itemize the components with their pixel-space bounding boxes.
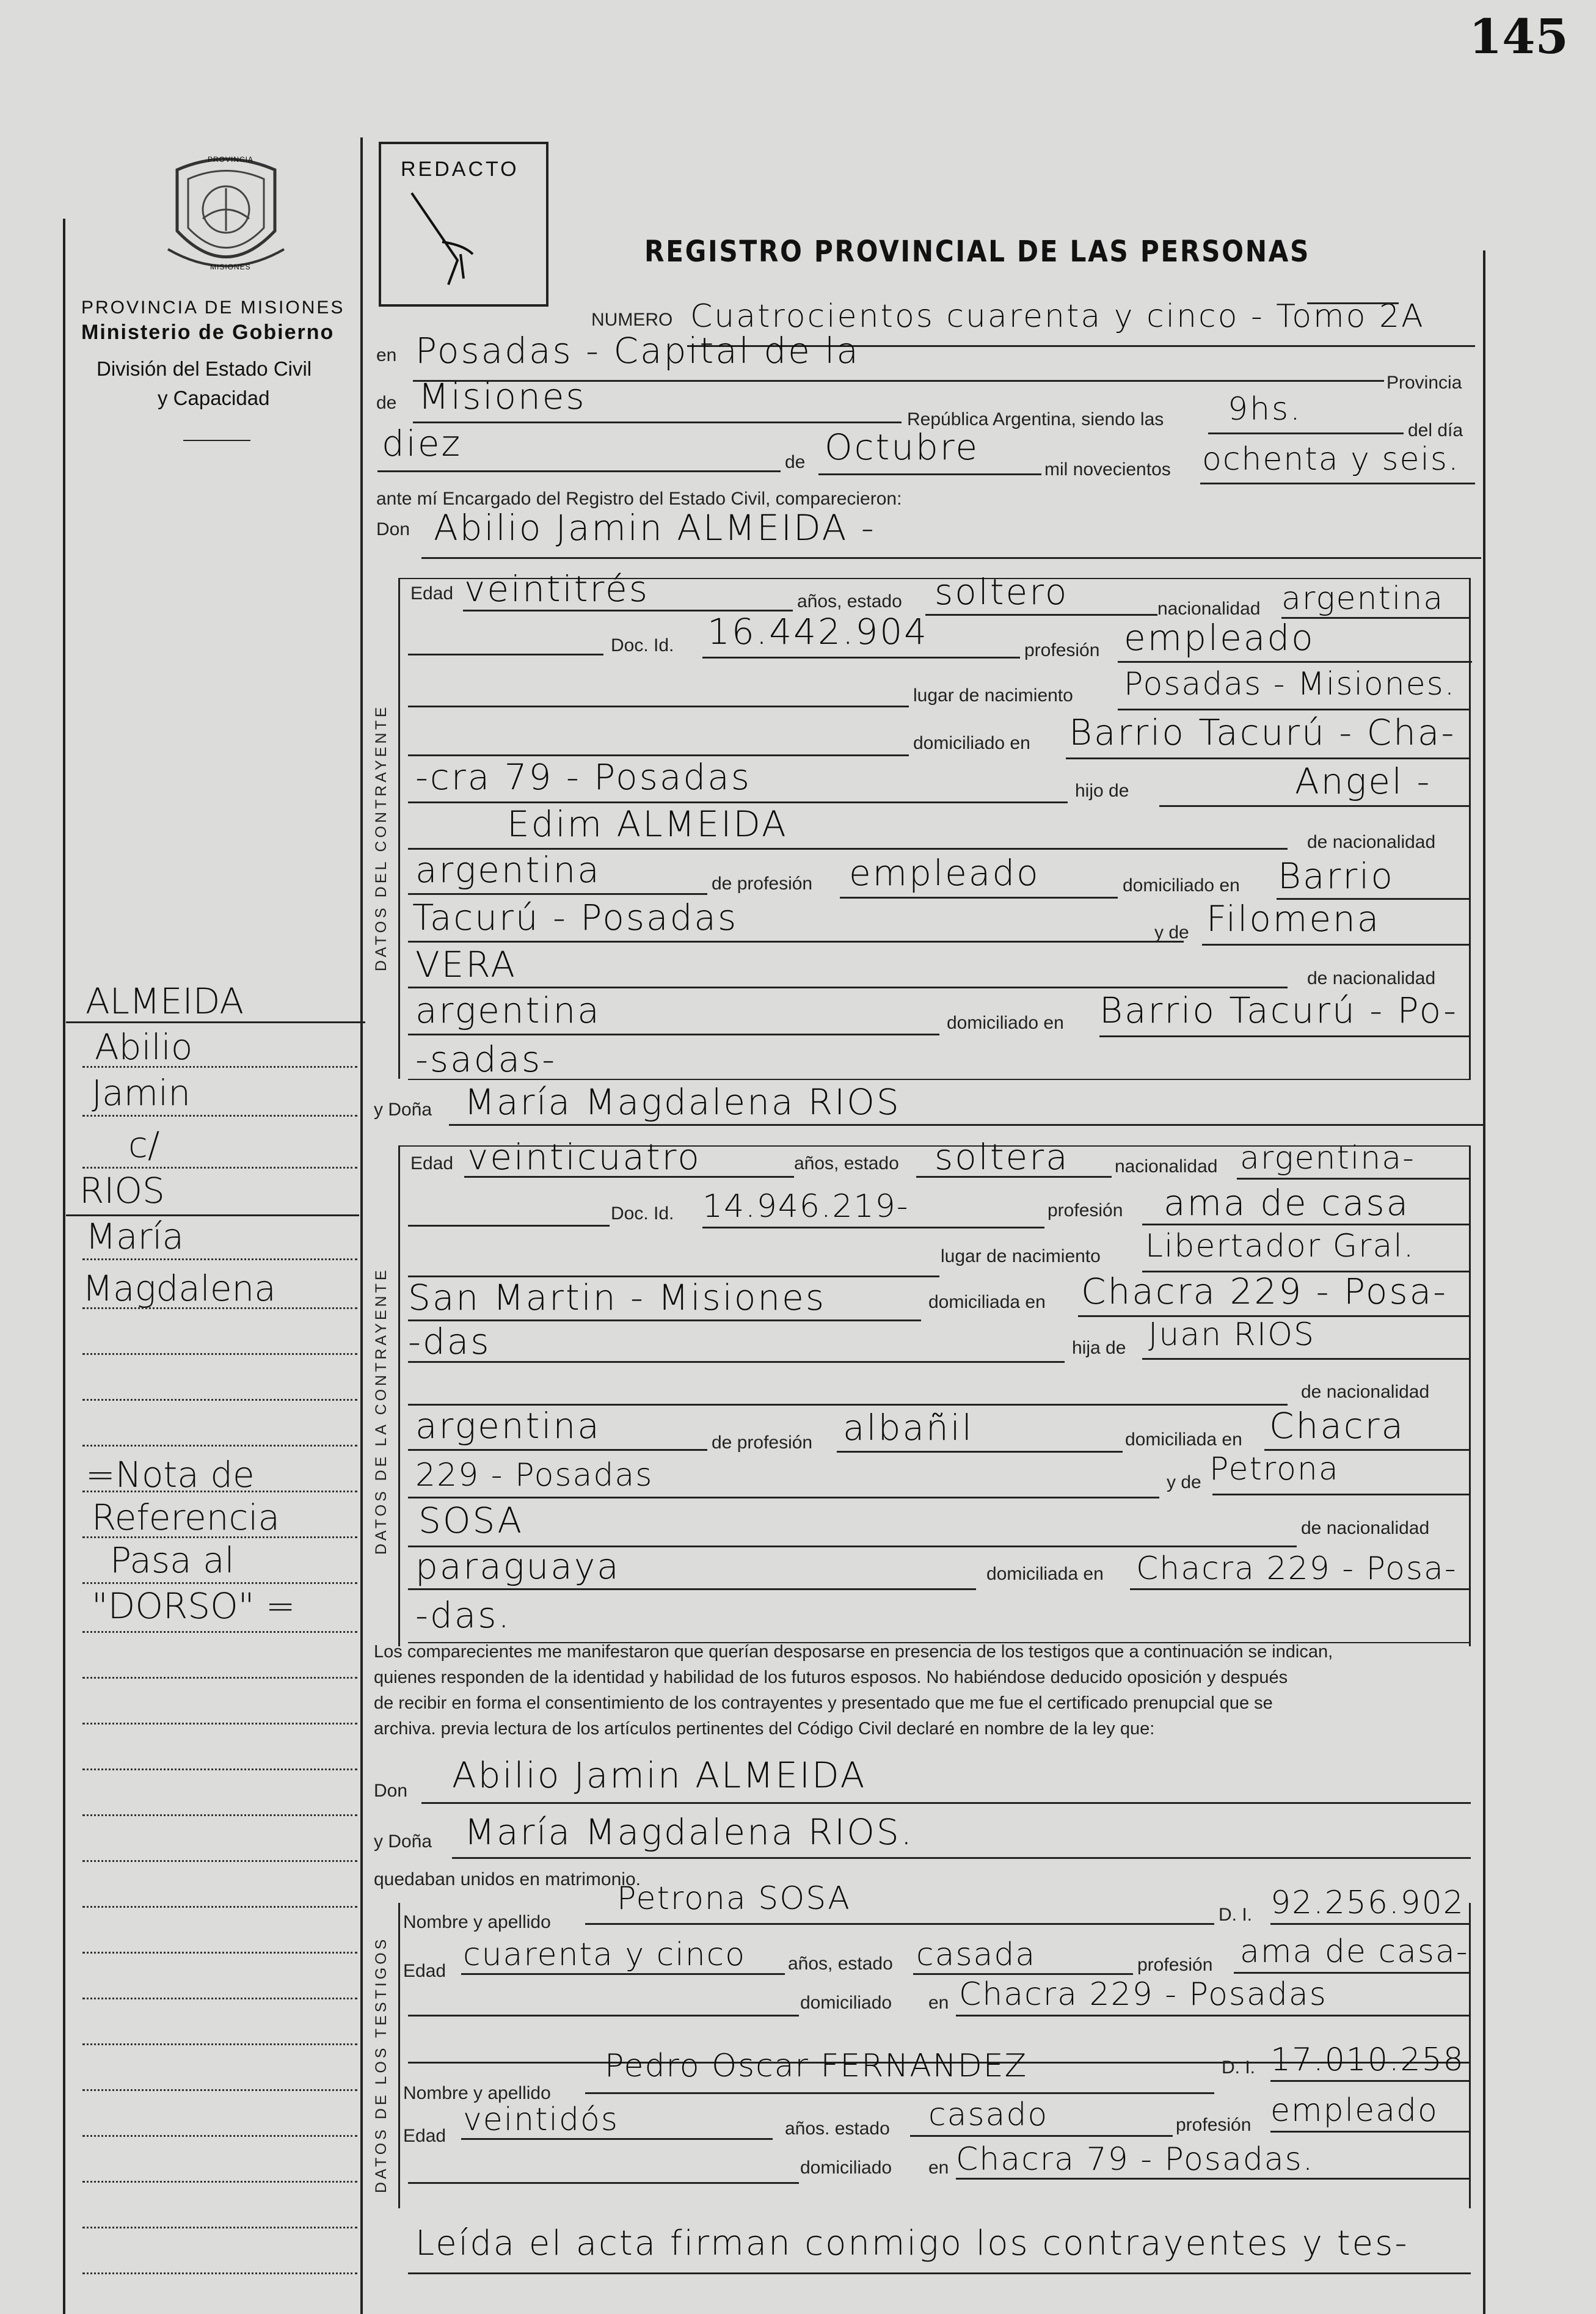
groom-madre-value1: Filomena bbox=[1206, 898, 1381, 940]
divider bbox=[183, 440, 250, 441]
groom-nacionalidad-value: argentina bbox=[1281, 580, 1445, 617]
don-value: Abilio Jamin ALMEIDA - bbox=[434, 507, 876, 549]
bride-box-right bbox=[1469, 1145, 1471, 1646]
bride-domicilio-value2: -das bbox=[408, 1321, 491, 1362]
w2-edad-label: Edad bbox=[403, 2126, 446, 2146]
dona-value: María Magdalena RIOS bbox=[464, 1081, 901, 1123]
groom-madre-nac-value: argentina bbox=[415, 990, 601, 1031]
division-line2: y Capacidad bbox=[158, 387, 270, 409]
bride-lugar-label: lugar de nacimiento bbox=[941, 1246, 1101, 1266]
groom-profesion-value: empleado bbox=[1124, 617, 1315, 659]
groom-domicilio-value2: -cra 79 - Posadas bbox=[415, 756, 751, 798]
groom-lugar-value: Posadas - Misiones. bbox=[1124, 666, 1456, 703]
bride-doc-value: 14.946.219- bbox=[702, 1188, 909, 1225]
groom-madre-nac-label: de nacionalidad bbox=[1307, 968, 1436, 988]
w1-profesion-label: profesión bbox=[1137, 1955, 1213, 1975]
w2-profesion-value: empleado bbox=[1270, 2092, 1438, 2129]
bride-madre-nac-value: paraguaya bbox=[415, 1546, 621, 1587]
bride-lugar-value2: San Martin - Misiones bbox=[408, 1277, 826, 1318]
groom-padre-value1: Angel - bbox=[1295, 761, 1432, 802]
seal-top-text: PROVINCIA bbox=[208, 155, 254, 164]
witness-section-label: DATOS DE LOS TESTIGOS bbox=[373, 1936, 390, 2193]
w2-anos-estado-label: años. estado bbox=[785, 2119, 890, 2139]
groom-doc-label: Doc. Id. bbox=[611, 635, 674, 655]
left-frame-line bbox=[63, 219, 65, 2314]
margin-note1: =Nota de bbox=[86, 1454, 255, 1495]
checkmark-icon bbox=[406, 187, 509, 291]
bride-hija-label: hija de bbox=[1072, 1338, 1126, 1358]
groom-padre-prof-label: de profesión bbox=[712, 874, 813, 894]
margin-note2: Referencia bbox=[92, 1497, 280, 1538]
en-label: en bbox=[376, 345, 397, 365]
seal-icon bbox=[165, 151, 287, 281]
groom-padre-dom-value2: Tacurú - Posadas bbox=[412, 897, 738, 938]
groom-hijo-label: hijo de bbox=[1075, 781, 1129, 801]
bride-padre-dom-value1: Chacra bbox=[1269, 1405, 1405, 1447]
groom-padre-prof-value: empleado bbox=[849, 852, 1040, 894]
bride-padre-dom-value2: 229 - Posadas bbox=[415, 1457, 654, 1494]
bride-nacionalidad-value: argentina- bbox=[1240, 1140, 1415, 1177]
anio-value: ochenta y seis. bbox=[1202, 441, 1460, 478]
groom-profesion-label: profesión bbox=[1024, 640, 1100, 660]
bride-domicilio-label: domiciliada en bbox=[928, 1292, 1046, 1312]
quedaban-label: quedaban unidos en matrimonio. bbox=[374, 1869, 641, 1889]
witness-box-left bbox=[398, 1903, 400, 2208]
margin-line7: Magdalena bbox=[82, 1268, 276, 1309]
w2-di-value: 17.010.258 bbox=[1270, 2042, 1465, 2078]
mes-value: Octubre bbox=[825, 426, 980, 468]
bride-madre-nac-label: de nacionalidad bbox=[1301, 1518, 1430, 1538]
bride-profesion-label: profesión bbox=[1048, 1200, 1123, 1221]
w1-di-label: D. I. bbox=[1219, 1905, 1253, 1925]
groom-doc-value: 16.442.904 bbox=[707, 611, 929, 652]
w1-profesion-value: ama de casa- bbox=[1240, 1933, 1469, 1970]
en-value: Posadas - Capital de la bbox=[415, 330, 860, 371]
mil-label: mil novecientos bbox=[1044, 459, 1171, 480]
page-title: REGISTRO PROVINCIAL DE LAS PERSONAS bbox=[644, 235, 1311, 269]
margin-line5: RIOS bbox=[79, 1170, 165, 1211]
margin-line1: ALMEIDA bbox=[86, 980, 244, 1022]
w1-nombre-label: Nombre y apellido bbox=[403, 1912, 551, 1932]
bride-anos-estado-label: años, estado bbox=[794, 1153, 899, 1173]
bride-madre-value1: Petrona bbox=[1209, 1451, 1339, 1487]
province-seal bbox=[165, 151, 287, 281]
dona-label: y Doña bbox=[374, 1100, 432, 1120]
redacto-stamp bbox=[379, 142, 548, 307]
paragraph-line1: Los comparecientes me manifestaron que querían desposarse en presencia de los testigos que a continuación se indican, bbox=[374, 1642, 1333, 1662]
division-line1: División del Estado Civil bbox=[97, 357, 312, 380]
bride-nacionalidad-label: nacionalidad bbox=[1115, 1156, 1218, 1177]
page-number: 145 bbox=[1469, 9, 1569, 65]
hora-value: 9hs. bbox=[1228, 391, 1302, 428]
groom-padre-nac-label: de nacionalidad bbox=[1307, 832, 1436, 852]
groom-padre-value2: Edim ALMEIDA bbox=[507, 803, 788, 845]
groom-padre-nac-value: argentina bbox=[415, 849, 601, 891]
w2-di-label: D. I. bbox=[1222, 2057, 1256, 2078]
bride-padre-nac-label: de nacionalidad bbox=[1301, 1382, 1430, 1402]
w1-domiciliado-label: domiciliado bbox=[800, 1993, 892, 2013]
margin-line3: Jamin bbox=[92, 1072, 191, 1114]
w1-nombre-value: Petrona SOSA bbox=[617, 1880, 851, 1917]
bride-padre-nac-value: argentina bbox=[415, 1405, 601, 1447]
right-frame-line bbox=[1483, 250, 1485, 2314]
w2-nombre-label: Nombre y apellido bbox=[403, 2083, 551, 2103]
w1-di-value: 92.256.902 bbox=[1270, 1885, 1465, 1921]
w2-profesion-label: profesión bbox=[1176, 2115, 1252, 2135]
groom-madre-value2: VERA bbox=[415, 944, 517, 985]
groom-madre-dom-value1: Barrio Tacurú - Po- bbox=[1099, 990, 1459, 1031]
bride-padre-prof-value: albañil bbox=[843, 1407, 974, 1448]
groom-section-label: DATOS DEL CONTRAYENTE bbox=[373, 704, 390, 971]
w1-domicilio-value: Chacra 229 - Posadas bbox=[959, 1976, 1327, 2013]
groom-domicilio-label: domiciliado en bbox=[913, 733, 1030, 753]
ministry-label: Ministerio de Gobierno bbox=[81, 321, 335, 344]
w2-edad-value: veintidós bbox=[463, 2101, 619, 2138]
w2-en-label: en bbox=[928, 2158, 949, 2178]
de-label: de bbox=[376, 393, 397, 413]
margin-line4: c/ bbox=[128, 1124, 160, 1166]
bride-madre-dom-value2: -das. bbox=[415, 1594, 511, 1636]
groom-anos-estado-label: años, estado bbox=[797, 591, 902, 611]
bride-profesion-value: ama de casa bbox=[1164, 1182, 1410, 1224]
don-label: Don bbox=[376, 519, 410, 539]
province-label: PROVINCIA DE MISIONES bbox=[81, 297, 345, 318]
bride-padre-dom-label: domiciliada en bbox=[1125, 1429, 1242, 1450]
closing-text: Leída el acta firman conmigo los contrayentes y tes- bbox=[415, 2224, 1409, 2263]
w2-estado-value: casado bbox=[928, 2097, 1049, 2133]
groom-nacionalidad-label: nacionalidad bbox=[1157, 599, 1261, 619]
de-value: Misiones bbox=[418, 376, 586, 417]
de-mes-label: de bbox=[785, 452, 806, 472]
w1-edad-value: cuarenta y cinco bbox=[463, 1936, 746, 1973]
bride-domicilio-value1: Chacra 229 - Posa- bbox=[1081, 1271, 1448, 1312]
margin-line6: María bbox=[86, 1216, 184, 1257]
w1-en-label: en bbox=[928, 1993, 949, 2013]
groom-madre-dom-value2: -sadas- bbox=[415, 1038, 557, 1080]
dona2-label: y Doña bbox=[374, 1831, 432, 1852]
republica-label: República Argentina, siendo las bbox=[907, 409, 1164, 429]
groom-y-de-label: y de bbox=[1154, 922, 1189, 943]
seal-bottom-text: MISIONES bbox=[210, 263, 251, 271]
provincia-label: Provincia bbox=[1386, 373, 1462, 393]
dona2-value: María Magdalena RIOS. bbox=[464, 1811, 914, 1853]
dia-value: diez bbox=[382, 423, 462, 464]
don2-value: Abilio Jamin ALMEIDA bbox=[452, 1754, 867, 1796]
witness-box-right bbox=[1469, 1903, 1471, 2208]
margin-note3: Pasa al bbox=[110, 1539, 235, 1581]
w1-edad-label: Edad bbox=[403, 1961, 446, 1981]
bride-padre-prof-label: de profesión bbox=[712, 1433, 813, 1453]
paragraph-line3: de recibir en forma el consentimiento de los contrayentes y presentado que me fue el certificado prenupcial que se bbox=[374, 1693, 1273, 1713]
bride-section-label: DATOS DE LA CONTRAYENTE bbox=[373, 1267, 390, 1555]
bride-edad-value: veinticuatro bbox=[467, 1136, 701, 1178]
margin-line2: Abilio bbox=[95, 1026, 193, 1068]
groom-lugar-label: lugar de nacimiento bbox=[913, 685, 1073, 706]
ante-label: ante mí Encargado del Registro del Estado Civil, comparecieron: bbox=[376, 489, 902, 509]
w1-estado-value: casada bbox=[916, 1936, 1037, 1973]
bride-y-de-label: y de bbox=[1167, 1472, 1201, 1492]
groom-padre-dom-label: domiciliado en bbox=[1123, 875, 1240, 896]
bride-edad-label: Edad bbox=[410, 1153, 454, 1173]
del-dia-label: del día bbox=[1408, 420, 1463, 440]
bride-madre-dom-label: domiciliada en bbox=[986, 1564, 1104, 1584]
w2-domiciliado-label: domiciliado bbox=[800, 2158, 892, 2178]
paragraph-line2: quienes responden de la identidad y habilidad de los futuros esposos. No habiéndose deducido oposición y después bbox=[374, 1668, 1288, 1687]
bride-madre-dom-value1: Chacra 229 - Posa- bbox=[1136, 1550, 1457, 1587]
stamp-label: REDACTO bbox=[401, 158, 519, 181]
groom-box-right bbox=[1469, 578, 1471, 1079]
groom-madre-dom-label: domiciliado en bbox=[947, 1013, 1064, 1033]
numero-value: Cuatrocientos cuarenta y cinco - Tomo 2A bbox=[690, 298, 1425, 335]
don2-label: Don bbox=[374, 1781, 408, 1801]
middle-frame-line bbox=[360, 137, 363, 2314]
bride-box-left bbox=[398, 1145, 400, 1646]
bride-estado-value: soltera bbox=[935, 1136, 1069, 1178]
bride-madre-value2: SOSA bbox=[418, 1500, 524, 1541]
w1-anos-estado-label: años, estado bbox=[788, 1954, 893, 1974]
groom-padre-dom-value1: Barrio bbox=[1278, 855, 1394, 897]
margin-note4: "DORSO" = bbox=[92, 1585, 296, 1627]
groom-box-left bbox=[398, 578, 400, 1079]
bride-padre-value: Juan RIOS bbox=[1148, 1316, 1316, 1353]
groom-edad-label: Edad bbox=[410, 583, 454, 604]
numero-label: NUMERO bbox=[591, 310, 673, 330]
groom-edad-value: veintitrés bbox=[464, 568, 649, 610]
bride-doc-label: Doc. Id. bbox=[611, 1203, 674, 1224]
groom-domicilio-value1: Barrio Tacurú - Cha- bbox=[1069, 712, 1456, 753]
groom-estado-value: soltero bbox=[935, 571, 1069, 613]
w2-domicilio-value: Chacra 79 - Posadas. bbox=[956, 2141, 1314, 2178]
bride-lugar-value1: Libertador Gral. bbox=[1145, 1228, 1415, 1265]
w2-nombre-value: Pedro Oscar FERNANDEZ bbox=[605, 2048, 1028, 2084]
paragraph-line4: archiva. previa lectura de los artículos pertinentes del Código Civil declaré en nombre de la ley que: bbox=[374, 1719, 1155, 1739]
